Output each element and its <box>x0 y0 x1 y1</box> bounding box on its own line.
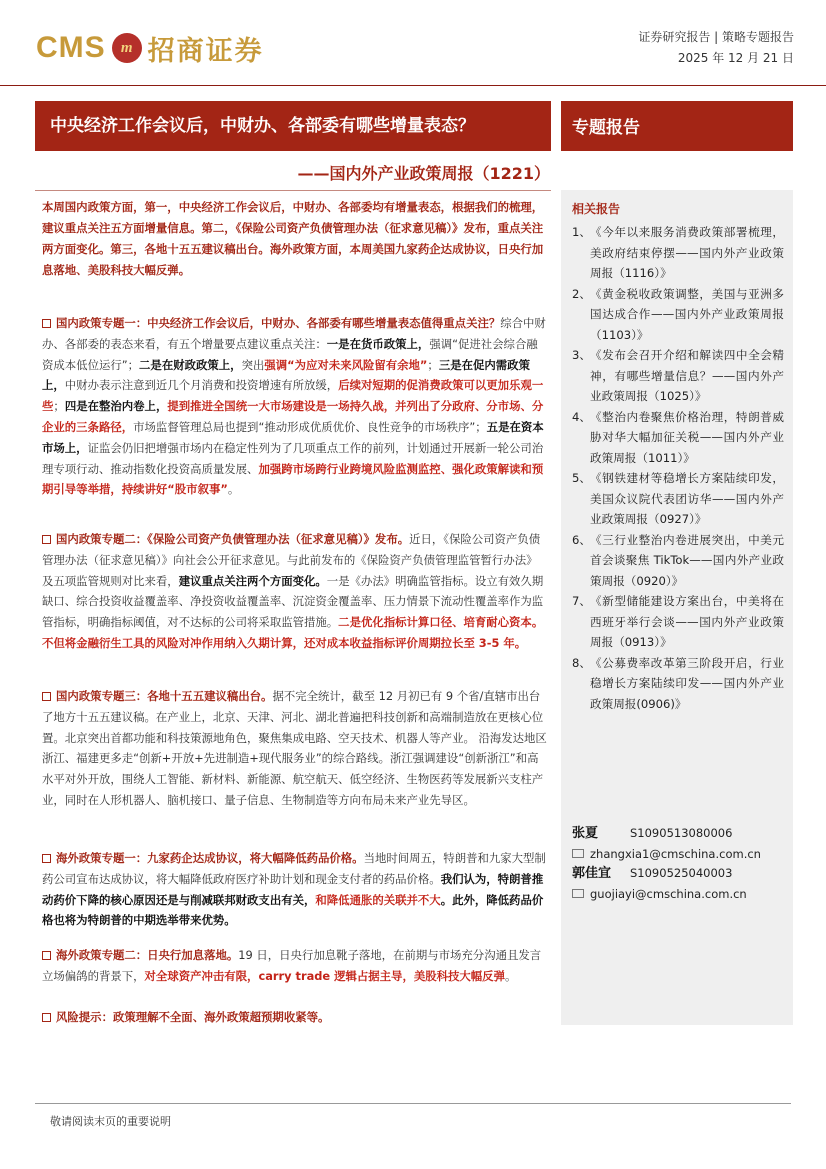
body-text: 强调“促进社会综合融资成本低位运行”； <box>42 336 538 372</box>
related-report-item[interactable] <box>572 345 784 407</box>
company-logo <box>36 26 264 70</box>
section-heading: 国内政策专题三：各地十五五建议稿出台。 <box>56 689 273 703</box>
related-report-item[interactable] <box>572 222 784 284</box>
page-subtitle: ——国内外产业政策周报（1221） <box>297 164 550 183</box>
body-text: 近日，《保险公司资产负债管理办法（征求意见稿）》向社会公开征求意见。与此前发布的《保险资产负债管理监管暂行办法》及五项监管规则对比来看， <box>42 532 541 588</box>
analyst-name: 郭佳宜 <box>572 866 612 881</box>
body-text: 证监会仍旧把增强市场内在稳定性列为了几项重点工作的前列，计划通过开展新一轮公司治理专项行动、推动指数化投资高质量发展、 <box>42 440 544 476</box>
body-text: 综合中财办、各部委的表态来看，有五个增量要点建议重点关注： <box>42 316 546 351</box>
report-number: 1、 <box>572 225 591 239</box>
highlight-text: 对全球资产冲击有限，carry trade 逻辑占据主导，美股科技大幅反弹 <box>144 968 505 983</box>
report-title: 《三行业整治内卷进展突出，中美元首会谈聚焦 TikTok——国内外产业政策周报（0920）》 <box>590 532 784 588</box>
related-report-item[interactable] <box>572 284 784 346</box>
body-text: 。 <box>227 482 240 497</box>
related-report-item[interactable] <box>572 591 784 653</box>
checkbox-bullet-icon <box>42 854 51 863</box>
risk-warning: 风险提示：政策理解不全面、海外政策超预期收紧等。 <box>56 1010 330 1024</box>
footer-note: 敬请阅读末页的重要说明 <box>50 1115 171 1128</box>
title-divider <box>35 190 551 191</box>
report-number: 3、 <box>572 348 591 362</box>
mail-icon <box>572 889 584 898</box>
report-title: 《钢铁建材等稳增长方案陆续印发，美国众议院代表团访华——国内外产业政策周报（0927）》 <box>590 471 784 526</box>
bold-text: 。此外，降低药品价格也将为特朗普的中期选举带来优势。 <box>42 892 544 928</box>
body-text: 一是《办法》明确监管指标。设立有效久期缺口、综合投资收益覆盖率、净投资收益覆盖率、沉淀资金覆盖率、压力情景下流动性覆盖率作为监管指标，明确指标阈值，对不达标的公司将采取监管措施。 <box>42 573 544 630</box>
logo-latin: CMS <box>36 31 106 64</box>
analyst-email[interactable]: guojiayi@cmschina.com.cn <box>590 887 747 901</box>
analyst-cert: S1090513080006 <box>630 826 733 840</box>
checkbox-bullet-icon <box>42 692 51 701</box>
analyst-email[interactable]: zhangxia1@cmschina.com.cn <box>590 847 761 861</box>
section-risk <box>42 1007 548 1028</box>
checkbox-bullet-icon <box>42 535 51 544</box>
report-date: 2025 年 12 月 21 日 <box>677 51 794 65</box>
analyst-2 <box>572 863 787 905</box>
report-title: 《发布会召开介绍和解读四中全会精神，有哪些增量信息？——国内外产业政策周报（1025）》 <box>590 348 784 403</box>
section-heading: 海外政策专题一：九家药企达成协议，将大幅降低药品价格。 <box>56 851 364 865</box>
report-type: 证券研究报告 | 策略专题报告 <box>638 30 794 44</box>
analyst-1 <box>572 823 787 865</box>
highlight-text: 强调“为应对未来风险留有余地” <box>264 357 428 372</box>
related-reports-heading: 相关报告 <box>572 202 621 216</box>
report-number: 2、 <box>572 286 591 301</box>
highlight-text: 和降低通胀的关联并不大 <box>315 892 441 907</box>
section-domestic-1 <box>42 313 548 500</box>
highlight-text: 提到推进全国统一大市场建设是一场持久战，并列出了分政府、分市场、分企业的三条路径， <box>42 399 544 434</box>
report-title: 《今年以来服务消费政策部署梳理，美政府结束停摆——国内外产业政策周报（1116）》 <box>590 225 784 280</box>
highlight-text: 后续对短期的促消费政策可以更加乐观一些 <box>42 378 544 414</box>
logo-chinese: 招商证券 <box>147 35 264 67</box>
body-text: 中财办表示注意到近几个月消费和投资增速有所放缓， <box>64 378 339 393</box>
related-report-item[interactable] <box>572 407 784 469</box>
body-text: 市场监督管理总局也提到“推动形成优质优价、良性竞争的市场秩序”； <box>133 419 487 434</box>
report-title: 《公募费率改革第三阶段开启，行业稳增长方案陆续印发——国内外产业政策周报(0906)》 <box>590 655 784 711</box>
report-number: 7、 <box>572 594 591 608</box>
bold-text: 建议重点关注两个方面变化。 <box>178 573 327 588</box>
section-overseas-1 <box>42 848 548 931</box>
bold-text: 三是在促内需政策上， <box>42 357 530 393</box>
section-heading: 国内政策专题一：中央经济工作会议后，中财办、各部委有哪些增量表态值得重点关注？ <box>56 316 501 330</box>
report-number: 8、 <box>572 655 591 670</box>
report-title: 《整治内卷聚焦价格治理，特朗普威胁对华大幅加征关税——国内外产业政策周报（1011）》 <box>590 409 784 465</box>
checkbox-bullet-icon <box>42 951 51 960</box>
bold-text: 一是在货币政策上， <box>326 336 430 351</box>
checkbox-bullet-icon <box>42 1013 51 1022</box>
section-overseas-2 <box>42 945 548 987</box>
body-text: 据不完全统计，截至 12 月初已有 9 个省/直辖市出台了地方十五五建议稿。在产业上，北京、天津、河北、湖北普遍把科技创新和高端制造放在更核心位置。北京突出首都功能和科技策源地角色，聚焦集成电路、空天技术、机器人等产业。 沿海发达地区浙江、福建更多走“创新+开放+先进制造+现代服务业”的综合路线。浙江强调建设“创新浙江”和高水平对外开放，围绕人工智能、新材料、新能源、航空航天、低空经济、生物医药等发展新兴支柱产业，同时在人形机器人、脑机接口、量子信息、生物制造等方向布局未来产业先导区。 <box>42 689 547 807</box>
bold-text: 我们认为，特朗普推动药价下降的核心原因还是与削减联邦财政支出有关， <box>42 871 544 907</box>
related-report-item[interactable] <box>572 468 784 530</box>
report-number: 6、 <box>572 532 591 547</box>
body-text: ； <box>53 399 65 414</box>
summary-paragraph: 本周国内政策方面，第一，中央经济工作会议后，中财办、各部委均有增量表态，根据我们的梳理，建议重点关注五方面增量信息。第二，《保险公司资产负债管理办法（征求意见稿）》发布，重点关注两方面变化。第三，各地十五五建议稿出台。海外政策方面，本周美国九家药企达成协议，日央行加息落地、美股科技大幅反弹。 <box>42 200 544 277</box>
related-report-item[interactable] <box>572 530 784 592</box>
report-number: 4、 <box>572 409 591 424</box>
section-heading: 海外政策专题二：日央行加息落地。 <box>56 948 239 962</box>
page-title: 中央经济工作会议后，中财办、各部委有哪些增量表态？ <box>50 116 475 136</box>
bold-text: 二是在财政政策上， <box>139 357 242 372</box>
section-domestic-2 <box>42 529 548 654</box>
side-label: 专题报告 <box>572 118 640 138</box>
header-meta <box>638 27 794 69</box>
body-text: 突出 <box>241 357 265 372</box>
checkbox-bullet-icon <box>42 319 51 328</box>
body-text: 。 <box>504 968 517 983</box>
footer-divider <box>35 1103 791 1104</box>
related-reports-list <box>572 222 784 714</box>
section-domestic-3 <box>42 686 548 811</box>
logo-mark-text: m <box>120 39 133 56</box>
bold-text: 五是在资本市场上， <box>42 419 544 455</box>
body-text: ； <box>427 357 439 372</box>
bold-text: 四是在整治内卷上， <box>64 399 168 414</box>
body-text: 19 日，日央行加息靴子落地，在前期与市场充分沟通且发言立场偏鸽的背景下， <box>42 948 542 983</box>
report-title: 《黄金税收政策调整，美国与亚洲多国达成合作——国内外产业政策周报（1103）》 <box>590 286 784 342</box>
highlight-text: 二是优化指标计算口径、培育耐心资本。不但将金融衍生工具的风险对冲作用纳入久期计算，还对成本收益指标评价周期拉长至 3-5 年。 <box>42 615 544 650</box>
mail-icon <box>572 849 584 858</box>
logo-emblem-icon <box>112 33 142 63</box>
highlight-text: 加强跨市场跨行业跨境风险监测监控、强化政策解读和预期引导等举措，持续讲好“股市叙事” <box>42 461 544 497</box>
analyst-name: 张夏 <box>572 826 599 841</box>
header-divider <box>0 85 826 86</box>
report-number: 5、 <box>572 471 591 485</box>
body-text: 当地时间周五，特朗普和九家大型制药公司宣布达成协议，将大幅降低政府医疗补助计划和现金支付者的药品价格。 <box>42 851 546 886</box>
report-title: 《新型储能建设方案出台，中美将在西班牙举行会谈——国内外产业政策周报（0913）》 <box>590 594 784 649</box>
analyst-cert: S1090525040003 <box>630 866 733 880</box>
related-report-item[interactable] <box>572 653 784 715</box>
section-heading: 国内政策专题二：《保险公司资产负债管理办法（征求意见稿）》发布。 <box>56 532 410 546</box>
